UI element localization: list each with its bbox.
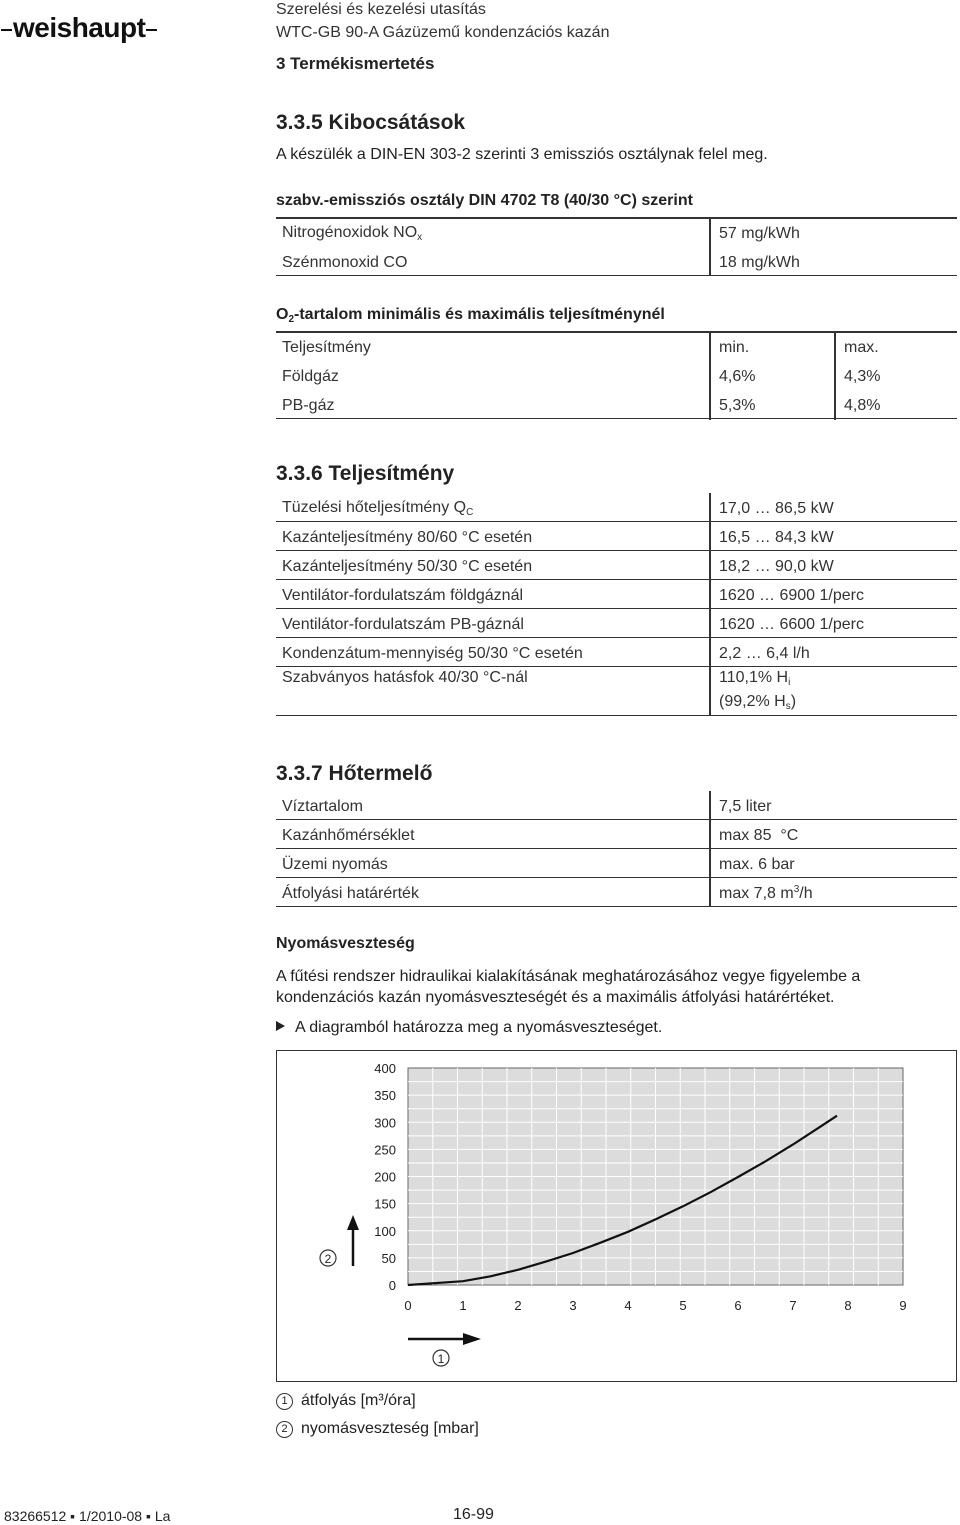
row-max: 4,3% (844, 368, 881, 385)
row-value: max 7,8 $m^3/h$ (719, 884, 813, 902)
row-value: max 85 °C (719, 827, 799, 844)
col-header-max: max. (844, 339, 879, 356)
table-row (276, 878, 957, 907)
row-value: max. 6 bar (719, 856, 795, 873)
x-tick-label: 4 (624, 1298, 632, 1313)
pressure-loss-chart (277, 1051, 956, 1381)
instruction-bullet: A diagramból határozza meg a nyomásveszteséget. (276, 1019, 662, 1037)
y-tick-label: 200 (374, 1169, 396, 1185)
pressure-loss-diagram (276, 1050, 957, 1382)
legend-item-pressure (276, 1420, 479, 1438)
x-tick-label: 3 (569, 1298, 577, 1313)
table-row (276, 390, 957, 419)
table-row (276, 361, 957, 389)
chapter-title: 3 Termékismertetés (276, 54, 435, 73)
row-value: 7,5 liter (719, 798, 772, 815)
header-title: Szerelési és kezelési utasítás (276, 1, 486, 18)
row-label: Nitrogénoxidok $NO_x$ (282, 224, 423, 243)
table-row (276, 218, 957, 246)
section-title-335: 3.3.5 Kibocsátások (276, 111, 466, 134)
y-axis-arrow-head (347, 1215, 359, 1230)
x-tick-label: 8 (844, 1298, 852, 1313)
row-value: 1620 … 6600 1/perc (719, 616, 864, 633)
legend-text-1: átfolyás [m³/óra] (301, 1392, 416, 1409)
table-row (276, 609, 957, 638)
col-header-label: Teljesítmény (282, 339, 371, 356)
table-header-row (276, 332, 957, 360)
row-label: Ventilátor-fordulatszám földgáznál (282, 587, 524, 604)
row-value: 57 mg/kWh (719, 225, 800, 242)
row-label: Kazánteljesítmény 80/60 °C esetén (282, 529, 533, 546)
y-tick-label: 300 (374, 1115, 396, 1131)
footer-page-number: 16-99 (453, 1506, 494, 1523)
logo-dash-left (1, 29, 12, 31)
row-label: Szabványos hatásfok 40/30 °C-nál (282, 669, 528, 686)
y-tick-label: 0 (388, 1278, 396, 1293)
table-row (276, 247, 957, 276)
row-min: 4,6% (719, 368, 756, 385)
table-row (276, 849, 957, 878)
logo-text: weishaupt (13, 12, 146, 43)
row-value-hi: 110,1% $H_i$ (719, 669, 791, 688)
brand-logo (0, 12, 158, 44)
table-row (276, 580, 957, 609)
row-value: 2,2 … 6,4 l/h (719, 645, 810, 662)
o2-table-caption: $O_2$-tartalom minimális és maximális teljesítménynél (276, 306, 665, 325)
table-row (276, 791, 957, 820)
x-tick-label: 0 (404, 1298, 412, 1313)
x-tick-label: 7 (789, 1298, 797, 1313)
row-value: 1620 … 6900 1/perc (719, 587, 864, 604)
table-row (276, 493, 957, 522)
y-axis-label: 2 (324, 1252, 332, 1266)
x-tick-label: 2 (514, 1298, 522, 1313)
row-value: 17,0 … 86,5 kW (719, 500, 834, 517)
table-row (276, 638, 957, 667)
x-axis-arrow-head (463, 1333, 481, 1345)
row-label: Földgáz (282, 368, 339, 385)
y-tick-label: 350 (374, 1088, 396, 1104)
footer-doc-number: 83266512 ▪ 1/2010-08 ▪ La (4, 1508, 171, 1524)
pressure-loss-text-2: kondenzációs kazán nyomásveszteségét és a maximális átfolyási határértéket. (276, 989, 835, 1006)
logo-dash-right (146, 29, 157, 31)
pressure-loss-text-1: A fűtési rendszer hidraulikai kialakításának meghatározásához vegye figyelembe a (276, 968, 861, 985)
x-tick-label: 5 (679, 1298, 687, 1313)
bullet-arrow-icon (276, 1021, 285, 1031)
table-row (276, 820, 957, 849)
row-label: PB-gáz (282, 397, 335, 414)
section-title-337: 3.3.7 Hőtermelő (276, 762, 433, 785)
legend-item-flow (276, 1392, 416, 1410)
row-label: Kazánteljesítmény 50/30 °C esetén (282, 558, 533, 575)
y-tick-label: 150 (374, 1196, 396, 1212)
x-tick-label: 9 (899, 1298, 907, 1313)
header-subtitle: WTC-GB 90-A Gázüzemű kondenzációs kazán (276, 24, 610, 41)
y-tick-label: 50 (381, 1250, 396, 1266)
y-tick-label: 250 (374, 1142, 396, 1158)
table-row (276, 551, 957, 580)
row-value-hs: (99,2% $H_s$) (719, 693, 797, 712)
table-row (276, 667, 957, 716)
row-label: Víztartalom (282, 798, 363, 815)
row-label: Üzemi nyomás (282, 856, 388, 873)
legend-marker-2: 2 (276, 1421, 293, 1438)
row-min: 5,3% (719, 397, 756, 414)
row-value: 18 mg/kWh (719, 254, 800, 271)
row-label: Ventilátor-fordulatszám PB-gáznál (282, 616, 524, 633)
section-intro-335: A készülék a DIN-EN 303-2 szerinti 3 emissziós osztálynak felel meg. (276, 146, 768, 163)
row-label: Kondenzátum-mennyiség 50/30 °C esetén (282, 645, 583, 662)
y-tick-label: 400 (374, 1061, 396, 1076)
table-row (276, 522, 957, 551)
col-header-min: min. (719, 339, 750, 356)
row-value: 16,5 … 84,3 kW (719, 529, 834, 546)
row-value: 18,2 … 90,0 kW (719, 558, 834, 575)
legend-text-2: nyomásveszteség [mbar] (301, 1420, 479, 1437)
legend-marker-1: 1 (276, 1393, 293, 1410)
pressure-loss-title: Nyomásveszteség (276, 935, 415, 952)
x-tick-label: 6 (734, 1298, 742, 1313)
row-label: Átfolyási határérték (282, 885, 419, 902)
emission-table-caption: szabv.-emissziós osztály DIN 4702 T8 (40/30 °C) szerint (276, 192, 693, 209)
row-label: Kazánhőmérséklet (282, 827, 415, 844)
x-axis-label: 1 (437, 1352, 445, 1366)
row-max: 4,8% (844, 397, 881, 414)
section-title-336: 3.3.6 Teljesítmény (276, 462, 455, 485)
y-tick-label: 100 (374, 1223, 396, 1239)
row-label: Tüzelési hőteljesítmény $Q_C$ (282, 499, 474, 518)
x-tick-label: 1 (459, 1298, 467, 1313)
row-label: Szénmonoxid CO (282, 254, 408, 271)
